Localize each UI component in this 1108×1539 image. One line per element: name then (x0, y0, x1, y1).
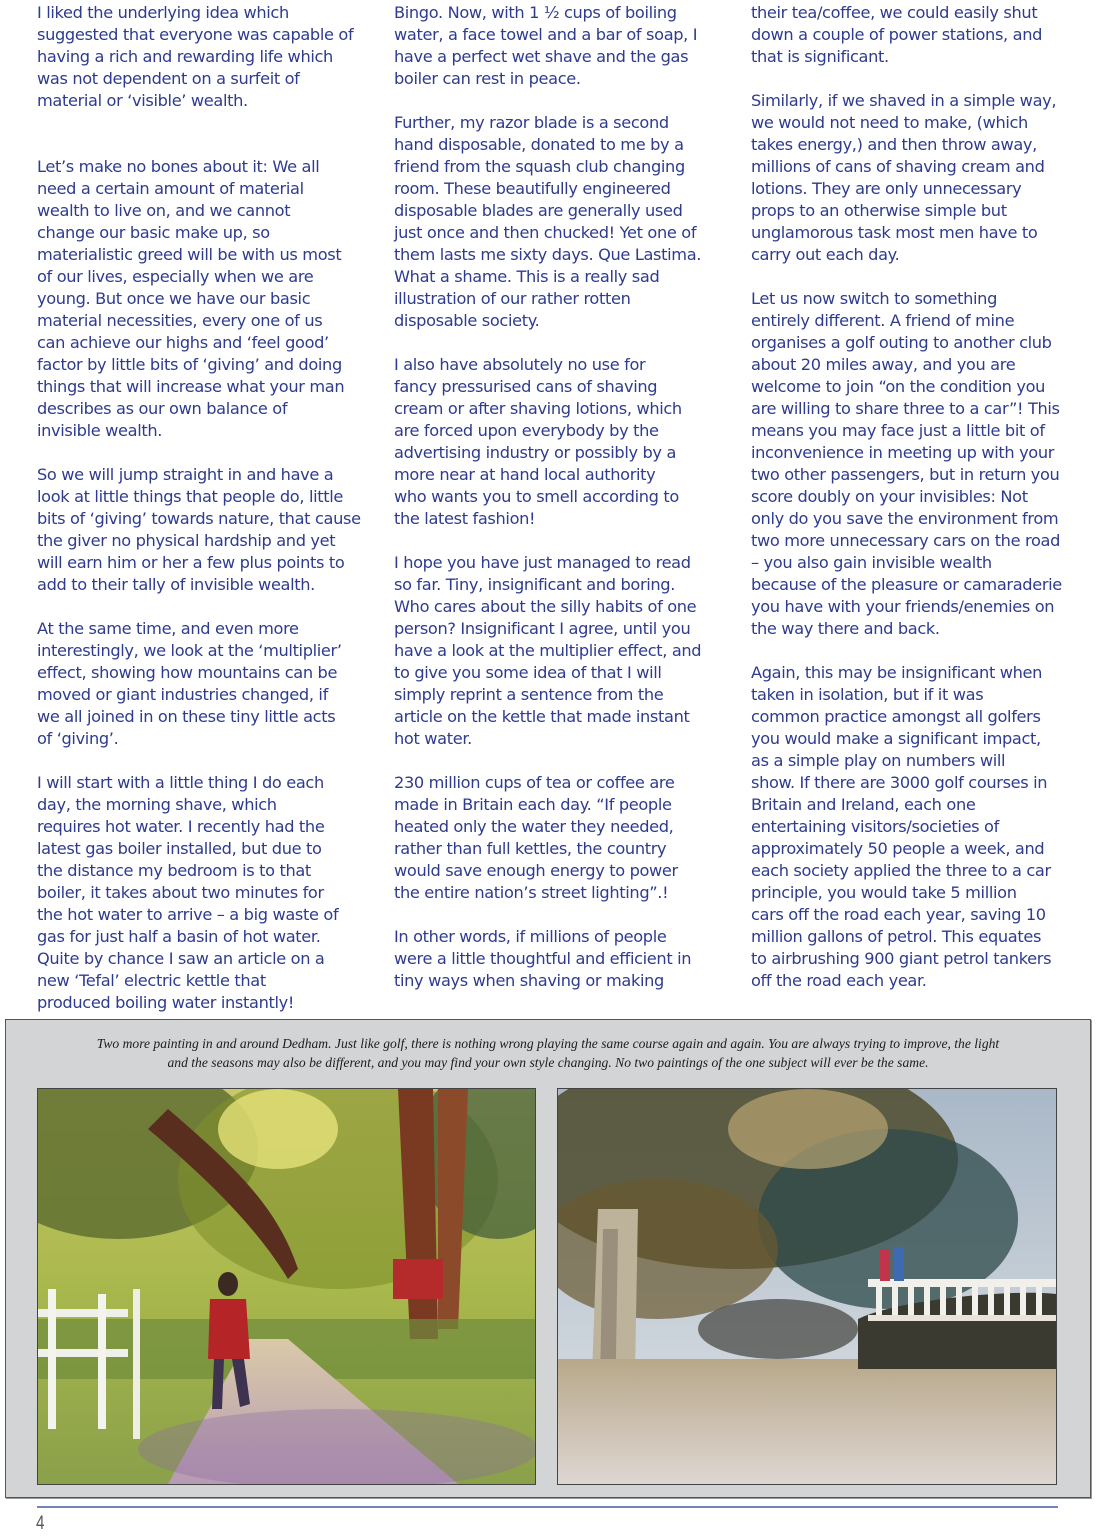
article-line: the way there and back. (751, 619, 940, 638)
article-line: having a rich and rewarding life which (37, 47, 333, 66)
article-line: hot water. (394, 729, 472, 748)
paragraph-gap (37, 442, 377, 464)
article-line: as a simple play on numbers will (751, 751, 1006, 770)
article-line: friend from the squash club changing (394, 157, 685, 176)
article-column-2 (394, 2, 734, 992)
article-line: the giver no physical hardship and yet (37, 531, 336, 550)
paragraph-gap (751, 68, 1091, 90)
article-line: about 20 miles away, and you are (751, 355, 1016, 374)
article-line: organises a golf outing to another club (751, 333, 1052, 352)
article-line: suggested that everyone was capable of (37, 25, 354, 44)
article-line: means you may face just a little bit of (751, 421, 1045, 440)
article-line: advertising industry or possibly by a (394, 443, 677, 462)
article-line: will earn him or her a few plus points to (37, 553, 345, 572)
article-line: look at little things that people do, little (37, 487, 343, 506)
article-line: Quite by chance I saw an article on a (37, 949, 325, 968)
article-line: two other passengers, but in return you (751, 465, 1060, 484)
article-line: person? Insignificant I agree, until you (394, 619, 691, 638)
paragraph-gap (394, 750, 734, 772)
paragraph-gap (37, 596, 377, 618)
article-line: have a look at the multiplier effect, and (394, 641, 702, 660)
article-column-1 (37, 2, 377, 1014)
article-line: simply reprint a sentence from the (394, 685, 664, 704)
paragraph-gap (394, 530, 734, 552)
article-line: inconvenience in meeting up with your (751, 443, 1055, 462)
article-line: Bingo. Now, with 1 ½ cups of boiling (394, 3, 677, 22)
article-line: illustration of our rather rotten (394, 289, 631, 308)
article-line: cream or after shaving lotions, which (394, 399, 682, 418)
paragraph-gap (751, 640, 1091, 662)
article-line: unglamorous task most men have to (751, 223, 1038, 242)
article-line: was not dependent on a surfeit of (37, 69, 300, 88)
article-line: I also have absolutely no use for (394, 355, 646, 374)
article-line: factor by little bits of ‘giving’ and doing (37, 355, 342, 374)
article-line: just once and then chucked! Yet one of (394, 223, 697, 242)
article-line: the entire nation’s street lighting”.! (394, 883, 669, 902)
article-line: props to an otherwise simple but (751, 201, 1007, 220)
article-line: fancy pressurised cans of shaving (394, 377, 658, 396)
article-line: day, the morning shave, which (37, 795, 277, 814)
article-line: Again, this may be insignificant when (751, 663, 1043, 682)
paragraph-gap (394, 904, 734, 926)
article-line: moved or giant industries changed, if (37, 685, 328, 704)
article-line: we all joined in on these tiny little acts (37, 707, 336, 726)
article-line: young. But once we have our basic (37, 289, 311, 308)
article-line: room. These beautifully engineered (394, 179, 671, 198)
article-line: entertaining visitors/societies of (751, 817, 999, 836)
painting-lane-walker (37, 1088, 536, 1485)
paragraph-gap (37, 750, 377, 772)
article-line: welcome to join “on the condition you (751, 377, 1046, 396)
article-line: we would not need to make, (which (751, 113, 1028, 132)
article-line: Further, my razor blade is a second (394, 113, 669, 132)
article-line: invisible wealth. (37, 421, 163, 440)
article-line: have a perfect wet shave and the gas (394, 47, 689, 66)
article-line: Who cares about the silly habits of one (394, 597, 697, 616)
article-line: gas for just half a basin of hot water. (37, 927, 321, 946)
article-line: their tea/coffee, we could easily shut (751, 3, 1038, 22)
article-line: millions of cans of shaving cream and (751, 157, 1045, 176)
article-line: principle, you would take 5 million (751, 883, 1017, 902)
article-line: produced boiling water instantly! (37, 993, 294, 1012)
page-number: 4 (36, 1513, 45, 1534)
article-line: lotions. They are only unnecessary (751, 179, 1022, 198)
article-line: material or ‘visible’ wealth. (37, 91, 248, 110)
article-line: water, a face towel and a bar of soap, I (394, 25, 698, 44)
article-line: can achieve our highs and ‘feel good’ (37, 333, 329, 352)
article-line: article on the kettle that made instant (394, 707, 690, 726)
article-line: At the same time, and even more (37, 619, 299, 638)
article-line: I will start with a little thing I do each (37, 773, 324, 792)
article-line: entirely different. A friend of mine (751, 311, 1015, 330)
article-line: boiler, it takes about two minutes for (37, 883, 324, 902)
article-line: takes energy,) and then throw away, (751, 135, 1037, 154)
footer-rule (37, 1506, 1058, 1508)
article-line: In other words, if millions of people (394, 927, 667, 946)
article-line: the hot water to arrive – a big waste of (37, 905, 339, 924)
article-line: material necessities, every one of us (37, 311, 323, 330)
article-line: taken in isolation, but if it was (751, 685, 984, 704)
article-line: rather than full kettles, the country (394, 839, 667, 858)
painting-caption (6, 1034, 1090, 1072)
article-line: more near at hand local authority (394, 465, 656, 484)
article-line: So we will jump straight in and have a (37, 465, 334, 484)
article-line: cars off the road each year, saving 10 (751, 905, 1046, 924)
article-line: made in Britain each day. “If people (394, 795, 672, 814)
article-line: boiler can rest in peace. (394, 69, 581, 88)
article-line: show. If there are 3000 golf courses in (751, 773, 1048, 792)
article-line: approximately 50 people a week, and (751, 839, 1045, 858)
article-line: – you also gain invisible wealth (751, 553, 992, 572)
article-line: of ‘giving’. (37, 729, 119, 748)
article-line: who wants you to smell according to (394, 487, 679, 506)
article-line: because of the pleasure or camaraderie (751, 575, 1062, 594)
article-line: you would make a significant impact, (751, 729, 1041, 748)
article-line: need a certain amount of material (37, 179, 304, 198)
article-line: would save enough energy to power (394, 861, 678, 880)
article-line: hand disposable, donated to me by a (394, 135, 684, 154)
article-line: carry out each day. (751, 245, 900, 264)
article-line: interestingly, we look at the ‘multiplier’ (37, 641, 342, 660)
article-line: new ‘Tefal’ electric kettle that (37, 971, 266, 990)
article-line: disposable society. (394, 311, 540, 330)
article-line: that is significant. (751, 47, 889, 66)
paragraph-gap (37, 112, 377, 156)
article-line: describes as our own balance of (37, 399, 288, 418)
article-line: are willing to share three to a car”! This (751, 399, 1060, 418)
article-line: disposable blades are generally used (394, 201, 683, 220)
painting-caption-box (5, 1019, 1091, 1498)
article-line: requires hot water. I recently had the (37, 817, 325, 836)
article-line: off the road each year. (751, 971, 927, 990)
article-line: What a shame. This is a really sad (394, 267, 660, 286)
article-line: score doubly on your invisibles: Not (751, 487, 1028, 506)
article-line: I liked the underlying idea which (37, 3, 289, 22)
article-line: Similarly, if we shaved in a simple way, (751, 91, 1057, 110)
article-line: add to their tally of invisible wealth. (37, 575, 315, 594)
caption-line: and the seasons may also be different, and you may find your own style changing. No two paintings of the one subject will ever be the same. (167, 1055, 929, 1070)
article-line: things that will increase what your man (37, 377, 345, 396)
article-line: them lasts me sixty days. Que Lastima. (394, 245, 702, 264)
article-line: I hope you have just managed to read (394, 553, 691, 572)
article-line: to airbrushing 900 giant petrol tankers (751, 949, 1052, 968)
article-line: effect, showing how mountains can be (37, 663, 338, 682)
article-line: only do you save the environment from (751, 509, 1059, 528)
article-column-3 (751, 2, 1091, 992)
article-line: Let us now switch to something (751, 289, 997, 308)
article-line: the distance my bedroom is to that (37, 861, 311, 880)
article-line: down a couple of power stations, and (751, 25, 1043, 44)
article-line: to give you some idea of that I will (394, 663, 662, 682)
article-line: Let’s make no bones about it: We all (37, 157, 320, 176)
article-line: the latest fashion! (394, 509, 536, 528)
article-line: heated only the water they needed, (394, 817, 674, 836)
paragraph-gap (394, 90, 734, 112)
article-line: materialistic greed will be with us most (37, 245, 342, 264)
article-line: wealth to live on, and we cannot (37, 201, 291, 220)
article-line: 230 million cups of tea or coffee are (394, 773, 675, 792)
article-line: Britain and Ireland, each one (751, 795, 976, 814)
article-line: change our basic make up, so (37, 223, 270, 242)
article-line: two more unnecessary cars on the road (751, 531, 1060, 550)
article-line: were a little thoughtful and efficient in (394, 949, 692, 968)
paragraph-gap (394, 332, 734, 354)
article-line: million gallons of petrol. This equates (751, 927, 1042, 946)
article-line: tiny ways when shaving or making (394, 971, 664, 990)
article-line: you have with your friends/enemies on (751, 597, 1055, 616)
article-line: common practice amongst all golfers (751, 707, 1041, 726)
article-line: of our lives, especially when we are (37, 267, 314, 286)
article-line: so far. Tiny, insignificant and boring. (394, 575, 676, 594)
article-line: latest gas boiler installed, but due to (37, 839, 322, 858)
article-line: are forced upon everybody by the (394, 421, 659, 440)
article-line: each society applied the three to a car (751, 861, 1051, 880)
paragraph-gap (751, 266, 1091, 288)
caption-line: Two more painting in and around Dedham. Just like golf, there is nothing wrong playing the same course again and again. You are always trying to improve, the light (96, 1036, 1000, 1051)
article-line: bits of ‘giving’ towards nature, that cause (37, 509, 361, 528)
painting-bridge-tree (557, 1088, 1057, 1485)
